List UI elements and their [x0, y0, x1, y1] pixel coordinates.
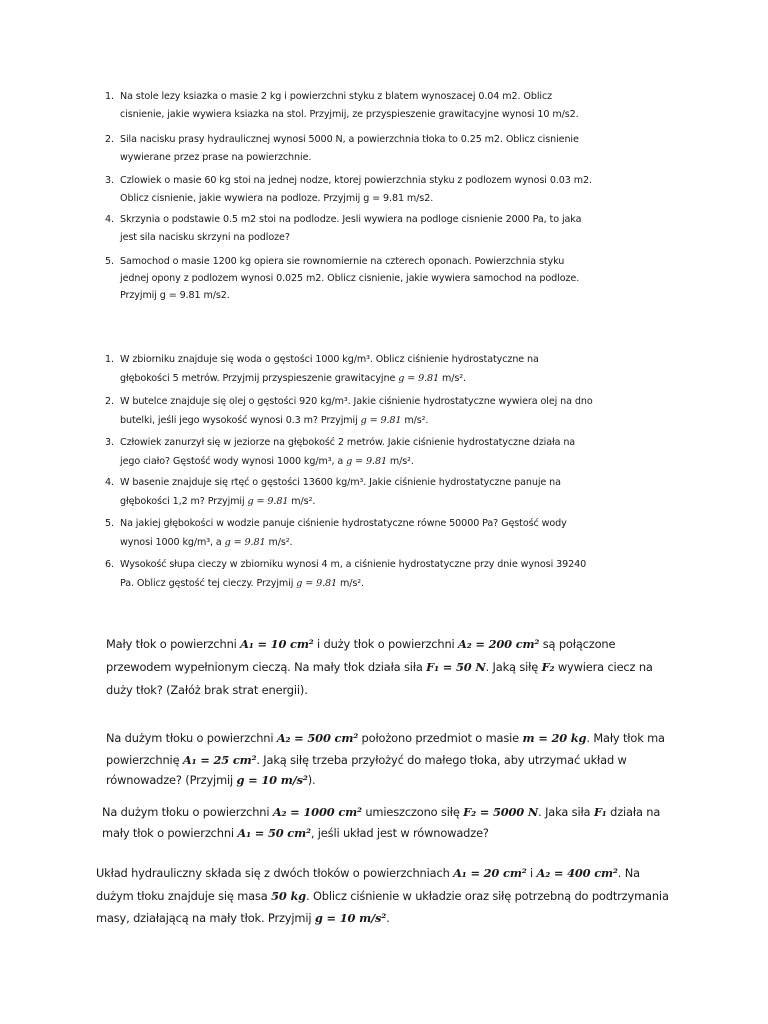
paragraph-line: równowadze? (Przyjmij g = 10 m/s²). — [106, 773, 316, 787]
paragraph-line: dużym tłoku znajduje się masa 50 kg. Oblicz ciśnienie w układzie oraz siłę potrzebną do podtrzymania — [96, 889, 669, 903]
list-item-number: 1. — [105, 91, 114, 102]
list-item-number: 4. — [105, 214, 114, 225]
list-item-number: 2. — [105, 134, 114, 145]
list-item-text: Skrzynia o podstawie 0.5 m2 stoi na podlodze. Jesli wywiera na podloge cisnienie 2000 Pa, to jaka — [120, 214, 582, 225]
list-item-number: 4. — [105, 477, 114, 488]
list-item-text: Samochod o masie 1200 kg opiera sie rownomiernie na czterech oponach. Powierzchnia styku — [120, 256, 565, 267]
list-item-number: 3. — [105, 437, 114, 448]
list-item-text: wynosi 1000 kg/m³, a g = 9.81 m/s². — [120, 537, 293, 548]
paragraph-line: Na dużym tłoku o powierzchni A₂ = 500 cm² położono przedmiot o masie m = 20 kg. Mały tłok ma — [106, 731, 665, 745]
paragraph-line: Na dużym tłoku o powierzchni A₂ = 1000 cm² umieszczono siłę F₂ = 5000 N. Jaka siła F₁ działa na — [102, 805, 661, 819]
list-item-text: wywierane przez prase na powierzchnie. — [120, 152, 312, 163]
paragraph-line: powierzchnię A₁ = 25 cm². Jaką siłę trzeba przyłożyć do małego tłoka, aby utrzymać układ w — [106, 753, 627, 767]
list-item-text: W basenie znajduje się rtęć o gęstości 13600 kg/m³. Jakie ciśnienie hydrostatyczne panuje na — [120, 477, 561, 488]
list-item-text: głębokości 1,2 m? Przyjmij g = 9.81 m/s². — [120, 496, 316, 507]
paragraph-line: przewodem wypełnionym cieczą. Na mały tłok działa siła F₁ = 50 N. Jaką siłę F₂ wywiera ciecz na — [106, 660, 653, 674]
list-item-text: W zbiorniku znajduje się woda o gęstości 1000 kg/m³. Oblicz ciśnienie hydrostatyczne na — [120, 354, 539, 365]
list-item-text: głębokości 5 metrów. Przyjmij przyspieszenie grawitacyjne g = 9.81 m/s². — [120, 373, 466, 384]
paragraph-line: duży tłok? (Załóż brak strat energii). — [106, 683, 308, 697]
list-item-text: cisnienie, jakie wywiera ksiazka na stol. Przyjmij, ze przyspieszenie grawitacyjne wynosi 10 m/s2. — [120, 109, 579, 120]
list-item-text: Oblicz cisnienie, jakie wywiera na podloze. Przyjmij g = 9.81 m/s2. — [120, 193, 434, 204]
paragraph-line: Mały tłok o powierzchni A₁ = 10 cm² i duży tłok o powierzchni A₂ = 200 cm² są połączone — [106, 637, 616, 651]
list-item-number: 2. — [105, 396, 114, 407]
paragraph-line: masy, działającą na mały tłok. Przyjmij g = 10 m/s². — [96, 911, 390, 925]
list-item-text: Człowiek zanurzył się w jeziorze na głębokość 2 metrów. Jakie ciśnienie hydrostatyczne działa na — [120, 437, 576, 448]
paragraph-line: Układ hydrauliczny składa się z dwóch tłoków o powierzchniach A₁ = 20 cm² i A₂ = 400 cm². Na — [96, 866, 640, 880]
list-item-text: Przyjmij g = 9.81 m/s2. — [120, 290, 230, 301]
list-item-text: Sila nacisku prasy hydraulicznej wynosi 5000 N, a powierzchnia tłoka to 0.25 m2. Oblicz cisnienie — [120, 134, 579, 145]
list-item-number: 5. — [105, 518, 114, 529]
list-item-text: butelki, jeśli jego wysokość wynosi 0.3 m? Przyjmij g = 9.81 m/s². — [120, 415, 429, 426]
paragraph-line: mały tłok o powierzchni A₁ = 50 cm², jeśli układ jest w równowadze? — [102, 826, 489, 840]
list-item-text: Czlowiek o masie 60 kg stoi na jednej nodze, ktorej powierzchnia styku z podlozem wynosi 0.03 m2. — [120, 175, 592, 186]
list-item-text: jednej opony z podlozem wynosi 0.025 m2. Oblicz cisnienie, jakie wywiera samochod na podloze. — [120, 273, 580, 284]
list-item-number: 6. — [105, 559, 114, 570]
list-item-number: 1. — [105, 354, 114, 365]
list-item-text: jego ciało? Gęstość wody wynosi 1000 kg/m³, a g = 9.81 m/s². — [120, 456, 414, 467]
list-item-text: Na jakiej głębokości w wodzie panuje ciśnienie hydrostatyczne równe 50000 Pa? Gęstość wody — [120, 518, 567, 529]
list-item-text: W butelce znajduje się olej o gęstości 920 kg/m³. Jakie ciśnienie hydrostatyczne wywiera olej na dno — [120, 396, 593, 407]
list-item-text: jest sila nacisku skrzyni na podloze? — [120, 232, 290, 243]
list-item-text: Pa. Oblicz gęstość tej cieczy. Przyjmij g = 9.81 m/s². — [120, 578, 364, 589]
list-item-text: Na stole lezy ksiazka o masie 2 kg i powierzchni styku z blatem wynoszacej 0.04 m2. Oblicz — [120, 91, 553, 102]
list-item-text: Wysokość słupa cieczy w zbiorniku wynosi 4 m, a ciśnienie hydrostatyczne przy dnie wynosi 39240 — [120, 559, 587, 570]
list-item-number: 3. — [105, 175, 114, 186]
list-item-number: 5. — [105, 256, 114, 267]
